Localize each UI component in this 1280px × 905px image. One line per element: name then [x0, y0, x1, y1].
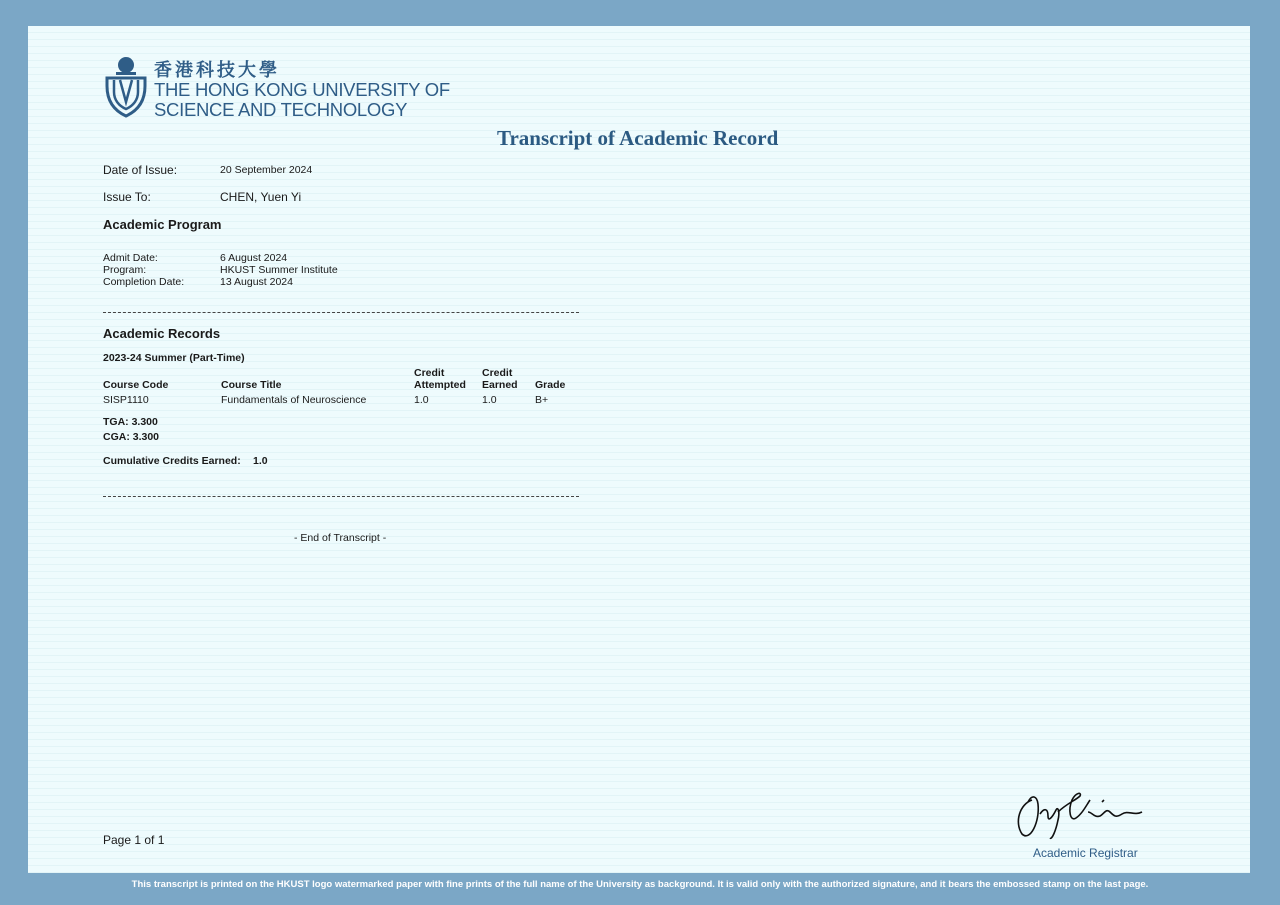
admit-date-value: 6 August 2024: [220, 252, 288, 264]
program-label: Program:: [103, 264, 147, 276]
document-title: Transcript of Academic Record: [497, 126, 779, 150]
col-course-title: Course Title: [221, 379, 282, 391]
section-divider: [103, 312, 579, 313]
col-grade: Grade: [535, 379, 566, 391]
end-of-transcript: - End of Transcript -: [294, 532, 387, 544]
hkust-logo-icon: [105, 56, 147, 118]
cumulative-credits-value: 1.0: [253, 455, 268, 467]
page-number: Page 1 of 1: [103, 833, 165, 847]
tga: TGA: 3.300: [103, 416, 158, 428]
course-code: SISP1110: [103, 394, 149, 406]
logo-chinese-name: 香港科技大學: [154, 60, 280, 81]
completion-date-label: Completion Date:: [103, 276, 185, 288]
date-of-issue-value: 20 September 2024: [220, 164, 313, 176]
col-course-code: Course Code: [103, 379, 169, 391]
academic-program-heading: Academic Program: [103, 217, 222, 232]
footer-note: This transcript is printed on the HKUST logo watermarked paper with fine prints of the full name of the University as background. It is valid only with the authorized signature, and it bears the embossed stamp on the last page.: [131, 879, 1149, 890]
transcript-paper: [28, 26, 1250, 873]
course-grade: B+: [535, 394, 549, 406]
logo-english-line1: THE HONG KONG UNIVERSITY OF: [154, 79, 450, 100]
issue-to-value: CHEN, Yuen Yi: [220, 190, 302, 204]
course-credit-attempted: 1.0: [414, 394, 429, 406]
col-credit-attempted-line1: Credit: [414, 367, 445, 379]
section-divider-end: [103, 496, 579, 497]
term-heading: 2023-24 Summer (Part-Time): [103, 352, 245, 364]
issue-to-label: Issue To:: [103, 190, 151, 204]
registrar-signature-icon: [1010, 782, 1150, 844]
cga: CGA: 3.300: [103, 431, 160, 443]
academic-records-heading: Academic Records: [103, 326, 221, 341]
course-title: Fundamentals of Neuroscience: [221, 394, 367, 406]
program-value: HKUST Summer Institute: [220, 264, 338, 276]
col-credit-attempted-line2: Attempted: [414, 379, 466, 391]
col-credit-earned-line1: Credit: [482, 367, 513, 379]
completion-date-value: 13 August 2024: [220, 276, 293, 288]
logo-english-line2: SCIENCE AND TECHNOLOGY: [154, 99, 408, 120]
cumulative-credits-label: Cumulative Credits Earned:: [103, 455, 241, 467]
date-of-issue-label: Date of Issue:: [103, 163, 178, 177]
course-credit-earned: 1.0: [482, 394, 497, 406]
col-credit-earned-line2: Earned: [482, 379, 518, 391]
admit-date-label: Admit Date:: [103, 252, 158, 264]
academic-registrar-label: Academic Registrar: [1033, 846, 1138, 860]
